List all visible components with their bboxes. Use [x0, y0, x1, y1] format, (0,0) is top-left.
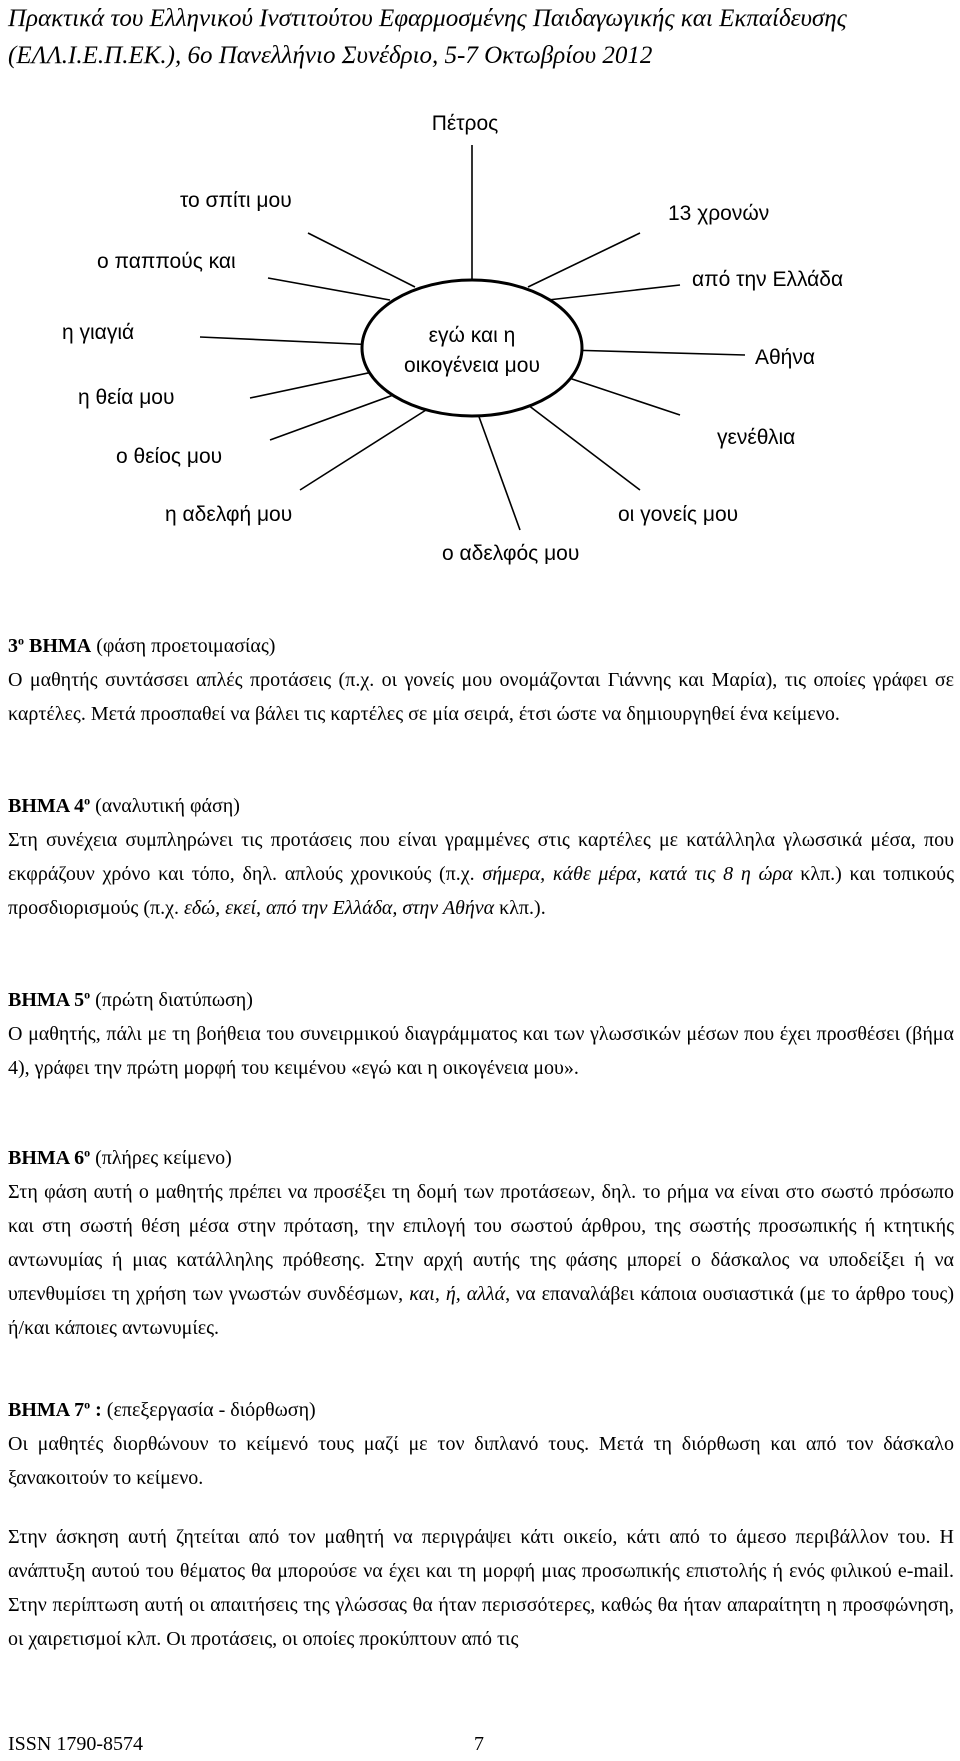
step-3-phase: (φάση προετοιμασίας) — [91, 635, 276, 657]
step-3-block — [8, 629, 954, 731]
label-adelfi: η αδελφή μου — [165, 503, 293, 526]
step-7-phase: (επεξεργασία - διόρθωση) — [101, 1399, 316, 1421]
label-athina: Αθήνα — [755, 346, 816, 369]
step-4-word: ΒΗΜΑ 4 — [8, 795, 85, 817]
step-7-text: Οι μαθητές διορθώνουν το κείμενό τους μαζί με τον διπλανό τους. Μετά τη διόρθωση και από τον δάσκαλο ξανακοιτούν το κείμενο. — [8, 1433, 954, 1489]
step-6-text — [8, 1175, 954, 1345]
header-line-2: (ΕΛΛ.Ι.Ε.Π.ΕΚ.), 6ο Πανελλήνιο Συνέδριο, 5-7 Οκτωβρίου 2012 — [8, 42, 653, 69]
step-4-italic-b: εδώ, εκεί, από την Ελλάδα, στην Αθήνα — [184, 897, 495, 919]
step-4-text-a: Στη συνέχεια συμπληρώνει τις προτάσεις που είναι γραμμένες στις καρτέλες με κατάλληλα γλωσσικά μέσα, που εκφράζουν χρόνο και τόπο, δηλ. απλούς χρονικούς (π.χ. — [8, 829, 954, 885]
center-label-line-1: εγώ και η — [428, 324, 516, 347]
footer-issn: ISSN 1790-8574 — [8, 1733, 144, 1755]
step-6-heading — [8, 1141, 954, 1175]
step-4-text-c: κλπ.). — [494, 897, 546, 919]
step-4-text-b: κλπ.) και τοπικούς προσδιορισμούς (π.χ. — [8, 863, 954, 919]
label-spiti: το σπίτι μου — [180, 189, 292, 212]
step-6-text-b: , να επαναλάβει κάποια ουσιαστικά (με το άρθρο τους) ή/και κάποιες αντωνυμίες. — [8, 1283, 954, 1339]
label-petros: Πέτρος — [431, 112, 499, 135]
step-4-block — [8, 789, 954, 925]
step-6-block — [8, 1141, 954, 1345]
label-giagia: η γιαγιά — [62, 321, 135, 344]
label-pappous: ο παππούς και — [97, 250, 236, 273]
step-4-phase: (αναλυτική φάση) — [90, 795, 240, 817]
step-5-text: Ο μαθητής, πάλι με τη βοήθεια του συνειρμικού διαγράμματος και των γλωσσικών μέσων που έχει προσθέσει (βήμα 4), γράφει την πρώτη μορφή του κειμένου «εγώ και η οικογένεια μου». — [8, 1023, 954, 1079]
step-3-word: ΒΗΜΑ — [24, 635, 92, 657]
center-ellipse — [362, 280, 582, 416]
spoke-athina — [568, 350, 745, 355]
step-4-text — [8, 823, 954, 925]
step-5-phase: (πρώτη διατύπωση) — [90, 989, 253, 1011]
label-goneis: οι γονείς μου — [618, 503, 739, 526]
step-4-italic-a: σήμερα, κάθε μέρα, κατά τις 8 η ώρα — [482, 863, 793, 885]
step-4-ordinal: ο — [84, 793, 91, 808]
spoke-age — [528, 233, 640, 287]
step-3-text: Ο μαθητής συντάσσει απλές προτάσεις (π.χ. οι γονείς μου ονομάζονται Γιάννης και Μαρία), τις οποίες γράφει σε καρτέλες. Μετά προσπαθεί να βάλει τις καρτέλες σε μία σειρά, έτσι ώστε να δημιουργηθεί ένα κείμενο. — [8, 669, 954, 725]
spoke-spiti — [308, 233, 415, 287]
step-7-block — [8, 1393, 954, 1495]
step-7-heading — [8, 1393, 954, 1427]
step-3-ordinal: ο — [18, 633, 24, 648]
step-5-word: ΒΗΜΑ 5 — [8, 989, 85, 1011]
label-theia: η θεία μου — [78, 386, 175, 409]
label-genethlia: γενέθλια — [717, 426, 796, 449]
header-line-1: Πρακτικά του Ελληνικού Ινστιτούτου Εφαρμοσμένης Παιδαγωγικής και Εκπαίδευσης — [8, 5, 847, 32]
label-ellada: από την Ελλάδα — [692, 268, 844, 291]
step-6-italic: και, ή, αλλά — [409, 1283, 506, 1305]
step-6-word: ΒΗΜΑ 6 — [8, 1147, 85, 1169]
step-6-phase: (πλήρες κείμενο) — [90, 1147, 232, 1169]
step-7-colon: : — [90, 1399, 102, 1421]
step-5-heading — [8, 983, 954, 1017]
step-6-text-a: Στη φάση αυτή ο μαθητής πρέπει να προσέξει τη δομή των προτάσεων, δηλ. το ρήμα να είναι στο σωστό πρόσωπο και στη σωστή θέση μέσα στην πρόταση, την επιλογή του σωστού άρθρου, της σωστής προσωπικής ή κτητικής αντωνυμίας ή μιας κατάλληλης πρόθεσης. Στην αρχή αυτής της φάσης μπορεί ο δάσκαλος να υποδείξει ή να υπενθυμίσει τη χρήση των γνωστών συνδέσμων, — [8, 1181, 954, 1305]
spoke-theia — [250, 370, 382, 398]
spoke-pappous — [268, 278, 390, 300]
label-adelfos: ο αδελφός μου — [442, 542, 580, 565]
step-3-number: 3 — [8, 635, 18, 657]
spoke-adelfos — [478, 414, 520, 530]
step-5-block — [8, 983, 954, 1085]
step-7-ordinal: ο — [84, 1397, 91, 1412]
closing-paragraph-block — [8, 1520, 954, 1656]
spoke-genethlia — [560, 375, 680, 415]
association-diagram — [0, 0, 960, 600]
spoke-theios — [270, 394, 396, 440]
closing-paragraph: Στην άσκηση αυτή ζητείται από τον μαθητή να περιγράψει κάτι οικείο, κάτι από το άμεσο περιβάλλον του. Η ανάπτυξη αυτού του θέματος θα μπορούσε να έχει και τη μορφή μιας προσωπικής επιστολής ή ενός φιλικού e-mail. Στην περίπτωση αυτή οι απαιτήσεις της γλώσσας θα ήταν περισσότερες, καθώς θα ήταν απαραίτητη η προσφώνηση, οι χαιρετισμοί κλπ. Οι προτάσεις, οι οποίες προκύπτουν από τις — [8, 1526, 954, 1650]
step-5-ordinal: ο — [84, 987, 91, 1002]
label-age: 13 χρονών — [668, 202, 770, 225]
step-3-heading — [8, 629, 954, 663]
spoke-ellada — [548, 285, 680, 300]
label-theios: ο θείος μου — [116, 445, 223, 468]
spoke-giagia — [200, 337, 377, 345]
page-number: 7 — [474, 1733, 484, 1755]
step-4-heading — [8, 789, 954, 823]
center-label-line-2: οικογένεια μου — [404, 354, 540, 377]
step-6-ordinal: ο — [84, 1145, 91, 1160]
step-7-word: ΒΗΜΑ 7 — [8, 1399, 85, 1421]
spoke-goneis — [528, 405, 640, 490]
